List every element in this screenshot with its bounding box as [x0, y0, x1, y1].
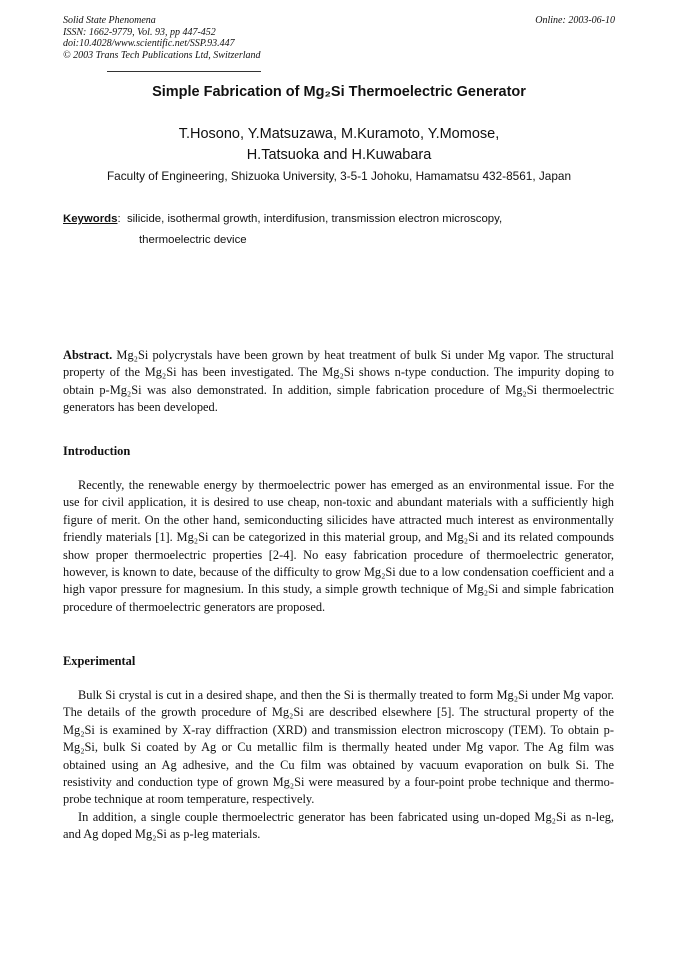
online-date: Online: 2003-06-10 [535, 15, 615, 26]
doi-line: doi:10.4028/www.scientific.net/SSP.93.447 [63, 38, 235, 49]
paper-title: Simple Fabrication of Mg₂Si Thermoelectric Generator [152, 84, 526, 100]
copyright-line: © 2003 Trans Tech Publications Ltd, Switzerland [63, 49, 261, 61]
issn-line: ISSN: 1662-9779, Vol. 93, pp 447-452 [63, 26, 216, 38]
abstract [63, 347, 614, 417]
authors-line-2: H.Tatsuoka and H.Kuwabara [246, 147, 432, 163]
experimental-para-1: Bulk Si crystal is cut in a desired shape, and then the Si is thermally treated to form Mg₂Si under Mg vapor. The details of the growth procedure of Mg₂Si are described elsewhere [5]. The structural property of the Mg₂Si is examined by X-ray diffraction (XRD) and transmission electron microscopy (TEM). To obtain p-Mg₂Si, bulk Si coated by Ag or Cu metallic film is thermally heated under Mg vapor. The Ag film was obtained using an Ag adhesive, and the Cu film was obtained by vacuum evaporation on bulk Si. The resistivity and conduction type of grown Mg₂Si were measured by a four-point probe technique and thermo-probe technique at room temperature, respectively. [63, 688, 614, 807]
affiliation: Faculty of Engineering, Shizuoka University, 3-5-1 Johoku, Hamamatsu 432-8561, Japan [106, 169, 572, 183]
author-list [0, 124, 678, 166]
abstract-label: Abstract. [63, 348, 113, 362]
keywords-line-2: thermoelectric device [139, 234, 247, 246]
keywords-label: Keywords [63, 213, 118, 225]
authors-line-1: T.Hosono, Y.Matsuzawa, M.Kuramoto, Y.Momose, [178, 126, 500, 142]
abstract-text: Mg₂Si polycrystals have been grown by heat treatment of bulk Si under Mg vapor. The structural property of the Mg₂Si has been investigated. The Mg₂Si shows n-type conduction. The impurity doping to obtain p-Mg₂Si was also demonstrated. In addition, simple fabrication procedure of Mg₂Si thermoelectric generators has been developed. [63, 348, 614, 415]
experimental-body [63, 687, 614, 844]
introduction-heading: Introduction [63, 444, 131, 458]
experimental-heading: Experimental [63, 654, 136, 668]
journal-name: Solid State Phenomena [63, 15, 156, 26]
keywords-line-1: silicide, isothermal growth, interdifusion, transmission electron microscopy, [126, 213, 503, 225]
keywords-block: Keywords: silicide, isothermal growth, interdifusion, transmission electron microscopy, thermoelectric device [63, 209, 623, 251]
header-rule [107, 71, 261, 72]
journal-header [63, 15, 615, 61]
introduction-body [63, 477, 614, 616]
experimental-para-2: In addition, a single couple thermoelectric generator has been fabricated using un-doped Mg₂Si as n-leg, and Ag doped Mg₂Si as p-leg materials. [63, 809, 614, 842]
introduction-text: Recently, the renewable energy by thermoelectric power has emerged as an environmental issue. For the use for civil application, it is desired to use cheap, non-toxic and abundant materials with a sufficiently high figure of merit. On the other hand, semiconducting silicides have attracted much interest as environmentally friendly materials [1]. Mg₂Si can be categorized in this material group, and Mg₂Si and its related compounds show proper thermoelectric properties [2-4]. No easy fabrication procedure of thermoelectric generator, however, is known to date, because of the difficulty to grow Mg₂Si due to a low condensation coefficient and a high vapor pressure for magnesium. In this study, a simple growth technique of Mg₂Si and simple fabrication procedure of thermoelectric generators are proposed. [63, 478, 614, 614]
